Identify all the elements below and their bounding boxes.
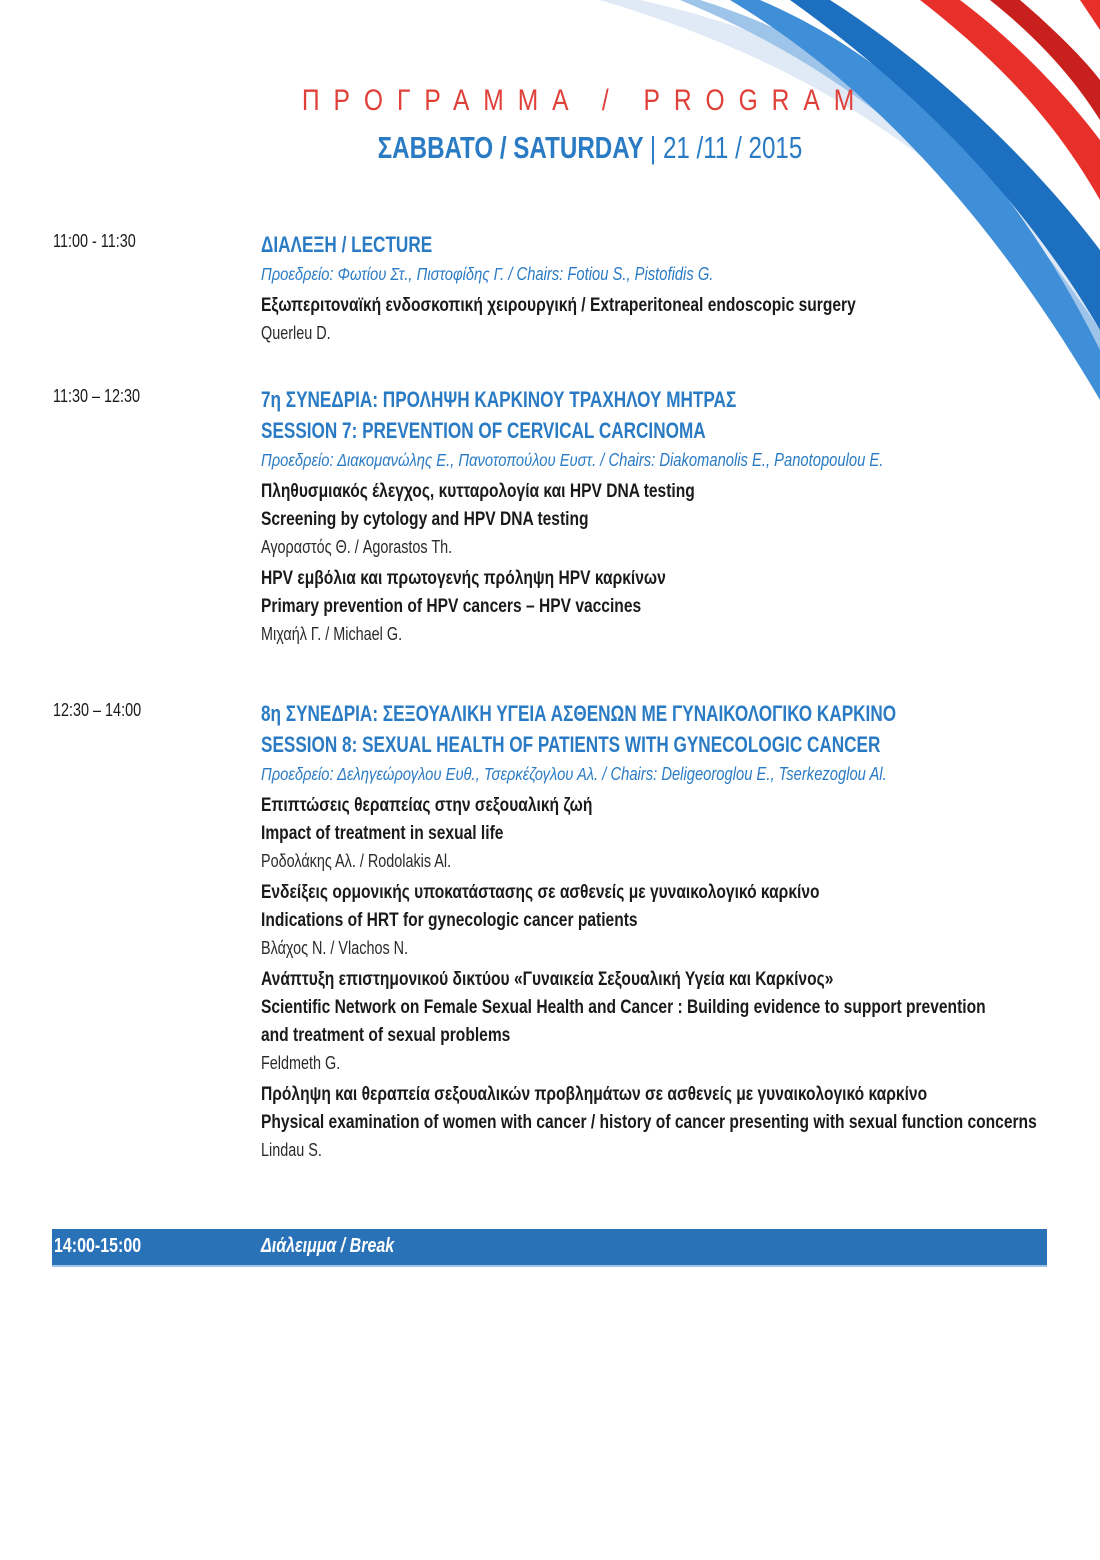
talk-title: HPV εμβόλια και πρωτογενής πρόληψη HPV καρκίνων [261,568,666,589]
break-time: 14:00-15:00 [54,1235,142,1257]
session-title-greek: 8η ΣΥΝΕΔΡΙΑ: ΣΕΞΟΥΑΛΙΚΗ ΥΓΕΙΑ ΑΣΘΕΝΩΝ ΜΕ ΓΥΝΑΙΚΟΛΟΓΙΚΟ ΚΑΡΚΙΝΟ [261,701,897,726]
talk-speaker: Feldmeth G. [261,1053,341,1073]
talk-title: Primary prevention of HPV cancers – HPV vaccines [261,596,642,617]
talk [261,292,1061,347]
session-time: 12:30 – 14:00 [53,700,142,720]
talk-title: and treatment of sexual problems [261,1025,511,1046]
talk-title: Εξωπεριτοναϊκή ενδοσκοπική χειρουργική / Extraperitoneal endoscopic surgery [261,295,856,316]
talk-title: Scientific Network on Female Sexual Health and Cancer : Building evidence to support prevention [261,997,986,1018]
session-title-greek: 7η ΣΥΝΕΔΡΙΑ: ΠΡΟΛΗΨΗ ΚΑΡΚΙΝΟΥ ΤΡΑΧΗΛΟΥ ΜΗΤΡΑΣ [261,387,737,412]
talk-speaker: Βλάχος Ν. / Vlachos N. [261,938,409,958]
session-chairs: Προεδρείο: Διακομανώλης Ε., Πανοτοπούλου Ευστ. / Chairs: Diakomanolis E., Panotopoulou E. [261,450,884,470]
session-title: ΔΙΑΛΕΞΗ / LECTURE [261,232,433,257]
talk [261,966,1061,1077]
talk-title: Ανάπτυξη επιστημονικού δικτύου «Γυναικεία Σεξουαλική Υγεία και Καρκίνος» [261,969,834,990]
talk-title: Impact of treatment in sexual life [261,823,504,844]
session-title-english: SESSION 8: SEXUAL HEALTH OF PATIENTS WITH GYNECOLOGIC CANCER [261,732,881,757]
talk-title: Πρόληψη και θεραπεία σεξουαλικών προβλημάτων σε ασθενείς με γυναικολογικό καρκίνο [261,1084,928,1105]
session-chairs: Προεδρείο: Δεληγεώρογλου Ευθ., Τσερκέζογλου Αλ. / Chairs: Deligeoroglou E., Tserkezoglou Al. [261,764,887,784]
decorative-swoosh [0,0,1100,420]
talk [261,478,1061,561]
session-title-english: SESSION 7: PREVENTION OF CERVICAL CARCINOMA [261,418,706,443]
session-time: 11:30 – 12:30 [53,386,141,406]
break-label: Διάλειμμα / Break [261,1235,395,1257]
talk-title: Screening by cytology and HPV DNA testing [261,509,589,530]
session-time: 11:00 - 11:30 [53,231,136,251]
header [0,84,1100,166]
program-title: ΠΡΟΓΡΑΜΜΑ / PROGRAM [301,84,869,117]
day-date-line [192,130,988,166]
talk [261,792,1061,875]
talk-title: Indications of HRT for gynecologic cancer patients [261,910,638,931]
day-label: ΣΑΒΒΑΤΟ / SATURDAY [377,130,644,165]
talk [261,565,1061,648]
day-date-separator: | [649,130,657,165]
date-label: 21 /11 / 2015 [662,130,803,165]
talk-speaker: Lindau S. [261,1140,322,1160]
break-bar [52,1229,1047,1265]
session-chairs: Προεδρείο: Φωτίου Στ., Πιστοφίδης Γ. / Chairs: Fotiou S., Pistofidis G. [261,264,714,284]
talk-speaker: Μιχαήλ Γ. / Michael G. [261,624,403,644]
talk-title: Physical examination of women with cancer / history of cancer presenting with sexual function concerns [261,1112,1037,1133]
talk [261,1081,1061,1164]
talk [261,879,1061,962]
talk-title: Επιπτώσεις θεραπείας στην σεξουαλική ζωή [261,795,593,816]
talk-title: Πληθυσμιακός έλεγχος, κυτταρολογία και HPV DNA testing [261,481,695,502]
talk-speaker: Ροδολάκης Αλ. / Rodolakis Al. [261,851,452,871]
talk-speaker: Querleu D. [261,323,331,343]
talk-title: Ενδείξεις ορμονικής υποκατάστασης σε ασθενείς με γυναικολογικό καρκίνο [261,882,820,903]
talk-speaker: Αγοραστός Θ. / Agorastos Th. [261,537,453,557]
